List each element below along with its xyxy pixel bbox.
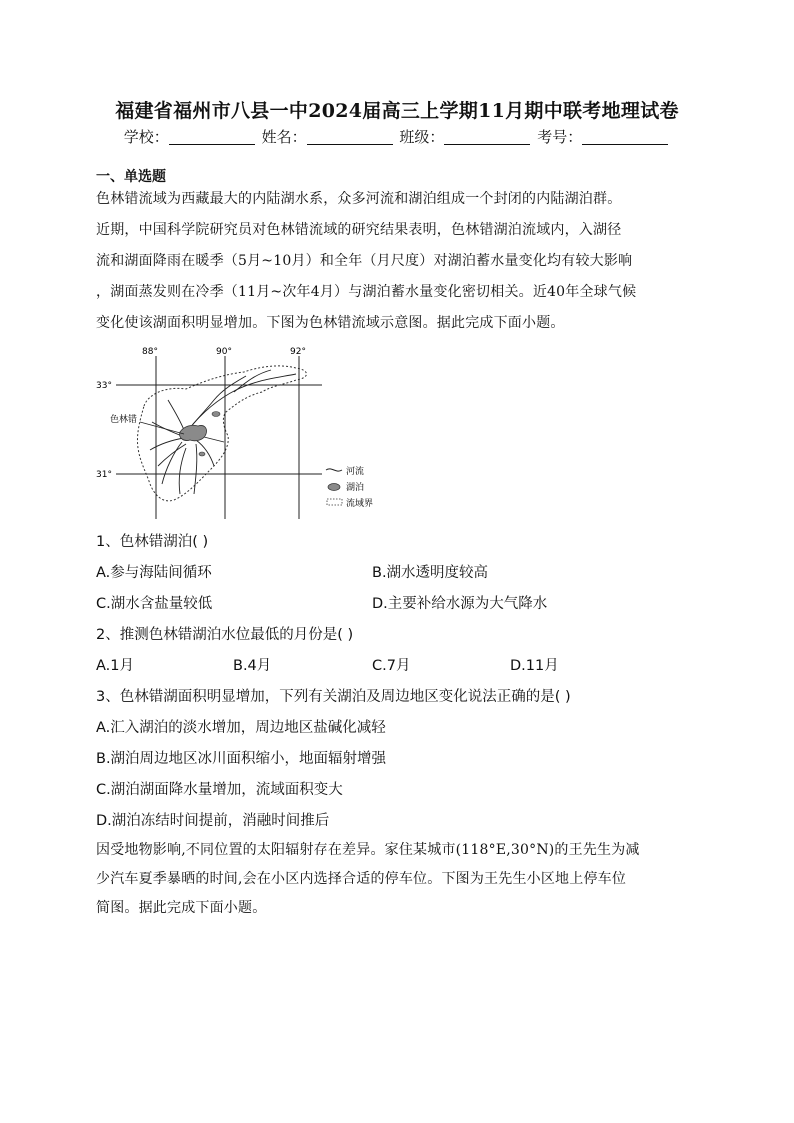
passage-line: 因受地物影响,不同位置的太阳辐射存在差异。家住某城市(118°E,30°N)的王先生为减 — [96, 842, 640, 858]
name-blank[interactable] — [307, 129, 393, 145]
legend-lake-icon — [328, 484, 340, 491]
rivers — [150, 370, 296, 494]
legend-river-label: 河流 — [346, 467, 365, 477]
q3-option-c[interactable]: C.湖泊湖面降水量增加，流域面积变大 — [96, 782, 343, 798]
class-label: 班级： — [399, 128, 445, 146]
lon-label-92: 92° — [290, 347, 306, 357]
q3-option-a[interactable]: A.汇入湖泊的淡水增加，周边地区盐碱化减轻 — [96, 720, 386, 736]
exam-number-blank[interactable] — [582, 129, 668, 145]
selincuo-basin-map — [96, 344, 396, 519]
lake-selincuo — [180, 425, 207, 441]
legend-lake-label: 湖泊 — [346, 483, 365, 493]
passage-line: 色林错流域为西藏最大的内陆湖水系，众多河流和湖泊组成一个封闭的内陆湖泊群。 — [96, 191, 622, 207]
passage-line: 近期，中国科学院研究员对色林错流域的研究结果表明，色林错湖泊流域内，入湖径 — [96, 222, 622, 238]
name-label: 姓名： — [261, 128, 307, 146]
q2-option-b[interactable]: B.4月 — [233, 658, 272, 674]
exam-number-label: 考号： — [537, 128, 583, 146]
q1-option-a[interactable]: A.参与海陆间循环 — [96, 565, 212, 581]
q2-option-d[interactable]: D.11月 — [510, 658, 559, 674]
q2-option-a[interactable]: A.1月 — [96, 658, 134, 674]
q3-option-d[interactable]: D.湖泊冻结时间提前，消融时间推后 — [96, 813, 330, 829]
lat-label-31: 31° — [96, 470, 112, 480]
passage-line: 少汽车夏季暴晒的时间,会在小区内选择合适的停车位。下图为王先生小区地上停车位 — [96, 871, 627, 887]
question-1-stem: 1、色林错湖泊( ) — [96, 534, 209, 550]
passage-line: 流和湖面降雨在暖季（5月~10月）和全年（月尺度）对湖泊蓄水量变化均有较大影响 — [96, 253, 633, 269]
passage-selincuo — [96, 184, 702, 339]
school-label: 学校： — [123, 128, 169, 146]
legend-river-icon — [326, 469, 342, 471]
passage-parking — [96, 836, 702, 923]
lat-label-33: 33° — [96, 381, 112, 391]
q1-option-d[interactable]: D.主要补给水源为大气降水 — [372, 596, 548, 612]
section-heading: 一、单选题 — [96, 169, 166, 185]
question-3-stem: 3、色林错湖面积明显增加，下列有关湖泊及周边地区变化说法正确的是( ) — [96, 689, 571, 705]
passage-line: 变化使该湖面积明显增加。下图为色林错流域示意图。据此完成下面小题。 — [96, 315, 565, 331]
legend-basin-icon — [327, 499, 342, 505]
class-blank[interactable] — [444, 129, 530, 145]
passage-line: ，湖面蒸发则在冷季（11月~次年4月）与湖泊蓄水量变化密切相关。近40年全球气候 — [96, 284, 637, 300]
school-blank[interactable] — [169, 129, 255, 145]
map-legend — [326, 465, 373, 509]
question-2-stem: 2、推测色林错湖泊水位最低的月份是( ) — [96, 627, 354, 643]
lake-label: 色林错 — [110, 415, 138, 425]
passage-line: 简图。据此完成下面小题。 — [96, 900, 267, 916]
lon-label-88: 88° — [142, 347, 158, 357]
lon-label-90: 90° — [216, 347, 232, 357]
student-info-line — [0, 126, 794, 147]
exam-title: 福建省福州市八县一中2024届高三上学期11月期中联考地理试卷 — [115, 100, 679, 122]
q1-option-b[interactable]: B.湖水透明度较高 — [372, 565, 489, 581]
q2-option-c[interactable]: C.7月 — [372, 658, 411, 674]
q1-option-c[interactable]: C.湖水含盐量较低 — [96, 596, 213, 612]
q3-option-b[interactable]: B.湖泊周边地区冰川面积缩小，地面辐射增强 — [96, 751, 387, 767]
legend-basin-label: 流域界 — [346, 499, 374, 509]
